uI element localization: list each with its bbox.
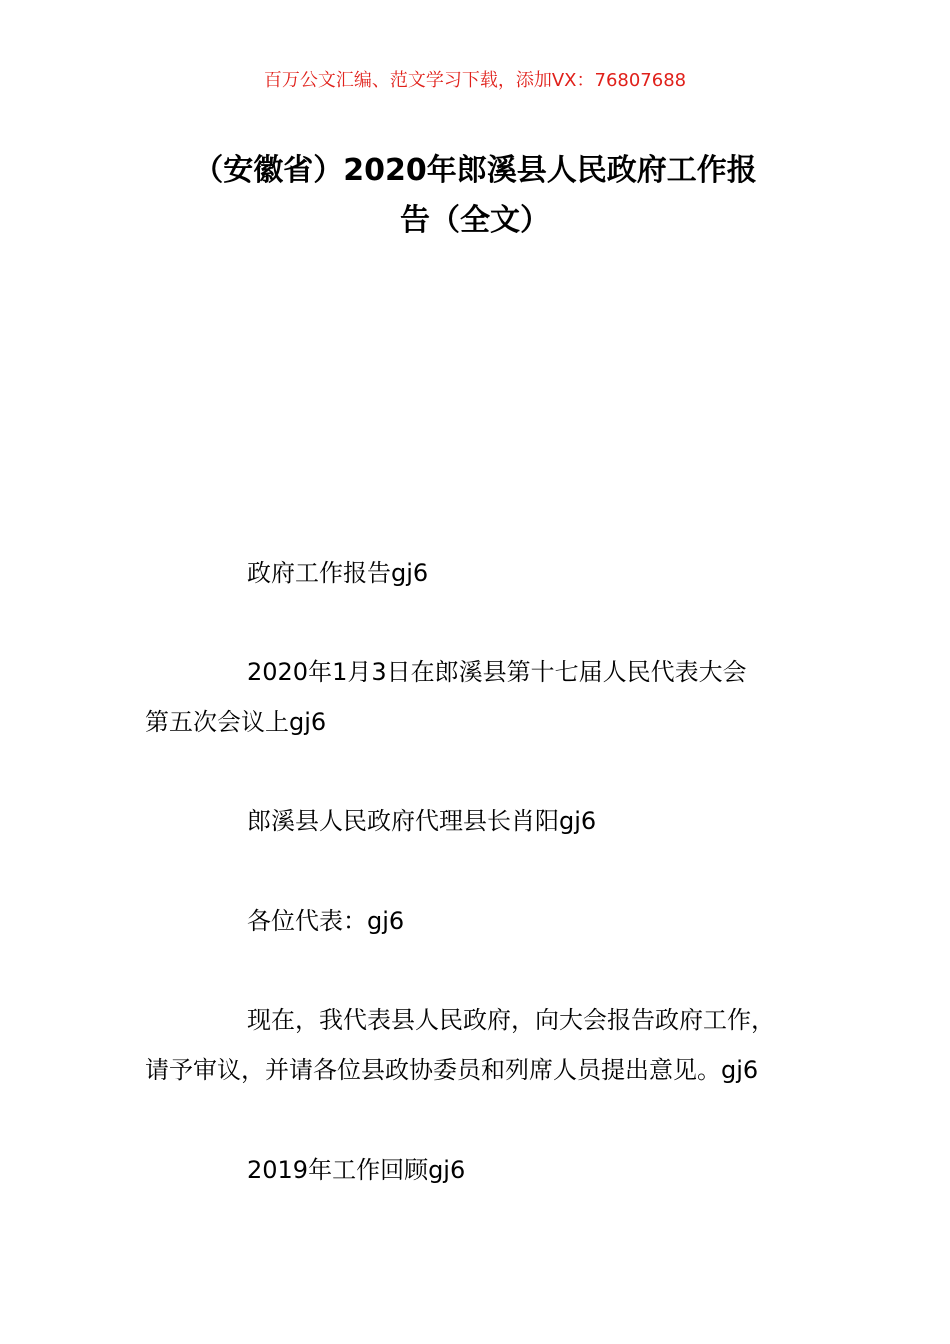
paragraph-line: 2019年工作回顾gj6 [247,1156,466,1184]
paragraph-line: 政府工作报告gj6 [247,559,429,587]
paragraph-meeting-date [145,647,835,747]
title-line-1: （安徽省）2020年郎溪县人民政府工作报 [193,153,757,188]
paragraph-opening [145,995,835,1095]
title-line-2: 告（全文） [400,203,550,238]
paragraph-report-heading [145,548,835,598]
paragraph-line: 各位代表：gj6 [247,907,405,935]
header-banner: 百万公文汇编、范文学习下载，添加VX：76807688 [263,70,687,91]
paragraph-line: 现在，我代表县人民政府，向大会报告政府工作， [247,1006,775,1034]
paragraph-line: 第五次会议上gj6 [145,708,327,736]
paragraph-speaker [145,796,835,846]
paragraph-salutation [145,896,835,946]
document-title [140,146,810,246]
paragraph-line: 请予审议，并请各位县政协委员和列席人员提出意见。gj6 [145,1056,759,1084]
paragraph-line: 郎溪县人民政府代理县长肖阳gj6 [247,807,597,835]
paragraph-section-heading [145,1145,835,1195]
paragraph-line: 2020年1月3日在郎溪县第十七届人民代表大会 [247,658,747,686]
